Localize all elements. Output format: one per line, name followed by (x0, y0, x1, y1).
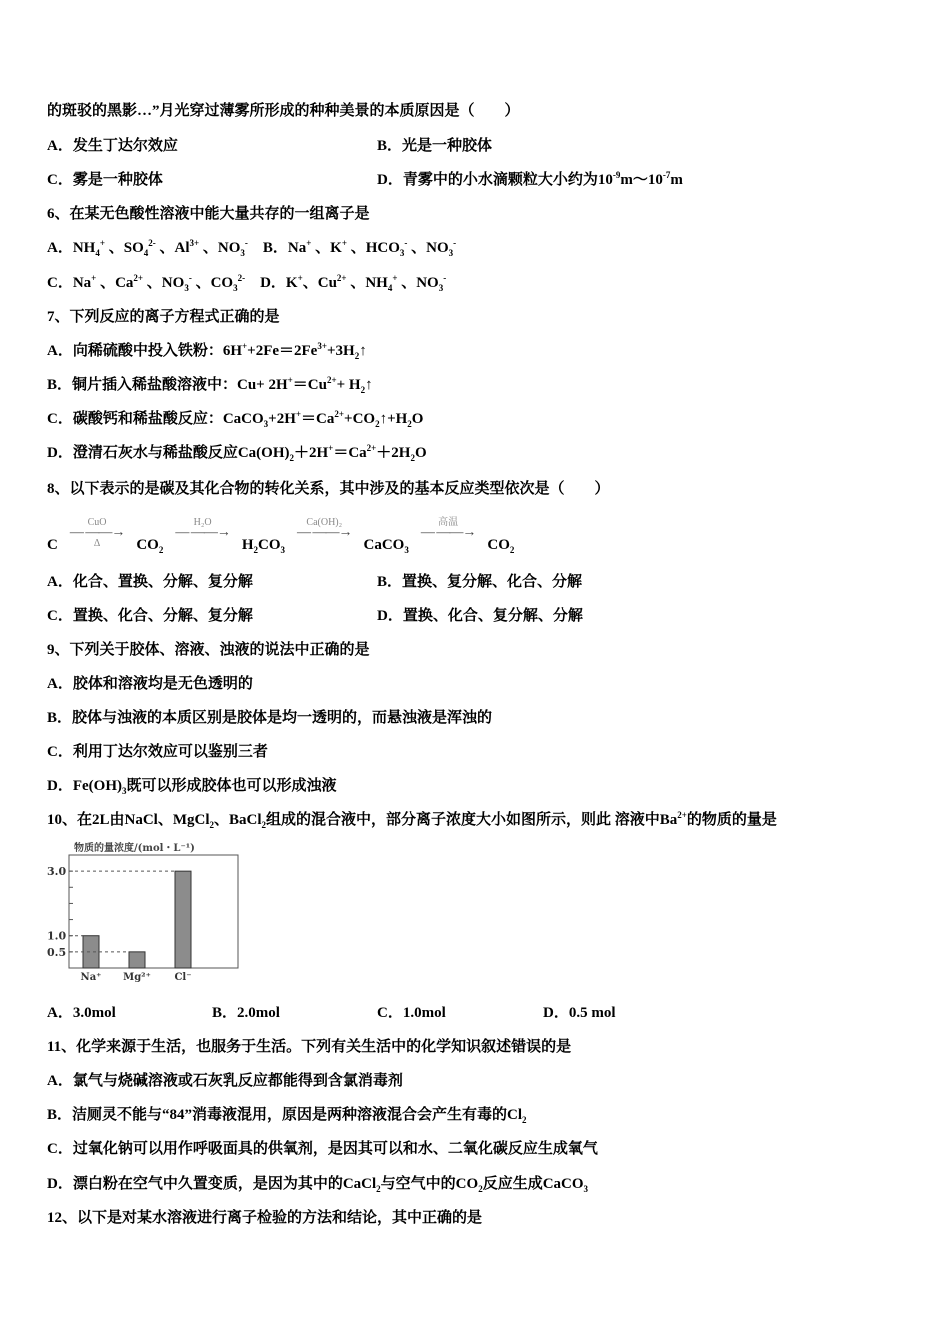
text-segment: 的斑驳的黑影…”月光穿过薄雾所形成的种种美景的本质原因是（ ） (47, 103, 520, 119)
text-segment: 2+ (326, 375, 337, 385)
text-column (47, 1071, 403, 1091)
text-segment: 组成的混合液中，部分离子浓度大小如图所示，则此 溶液中Ba (266, 812, 678, 828)
text-column (47, 810, 777, 830)
text-segment: +2H (268, 411, 296, 427)
text-segment: +3H (327, 343, 355, 359)
x-tick-label: Mg²⁺ (123, 972, 151, 983)
arrow-condition-top: Ca(OH)₂ (306, 517, 343, 528)
bar-0 (83, 936, 99, 968)
text-segment: 、NO (407, 240, 449, 256)
answer-option (377, 1003, 446, 1023)
text-segment: m～10 (620, 172, 663, 188)
text-segment: CO (258, 537, 281, 553)
text-segment: 4 (95, 248, 100, 258)
arrow-icon: — ——→ (420, 525, 476, 540)
text-segment: 、HCO (346, 240, 400, 256)
text-column (47, 640, 370, 660)
text-segment: A．发生丁达尔效应 (47, 138, 178, 154)
text-segment: + (341, 238, 347, 248)
text-segment: - (188, 273, 192, 283)
answer-option (47, 572, 253, 592)
answer-option (377, 606, 583, 626)
arrow-condition-bottom: Δ (93, 538, 101, 549)
text-segment: 2 (522, 1115, 527, 1125)
text-segment: 2 (289, 453, 294, 463)
text-segment: ＝Ca (333, 445, 367, 461)
text-column (47, 1139, 598, 1159)
arrow-icon: — ——→ (297, 525, 352, 540)
text-segment: 的物质的量是 (686, 812, 777, 828)
text-column (47, 341, 367, 361)
arrow-condition-top: 高温 (438, 517, 459, 528)
text-segment: 、NO (199, 240, 241, 256)
text-segment: ↑ (359, 343, 367, 359)
answer-option (47, 170, 163, 190)
text-segment: C．过氧化钠可以用作呼吸面具的供氧剂，是因其可以和水、二氧化碳反应生成氧气 (47, 1141, 598, 1157)
text-column (47, 238, 456, 258)
x-tick-label: Cl⁻ (174, 972, 192, 983)
arrow-icon: — ——→ (175, 525, 230, 540)
text-segment: 3 (404, 545, 409, 555)
text-segment: D．Fe(OH) (47, 778, 122, 794)
text-segment: CaCO (363, 537, 405, 553)
text-segment: D．漂白粉在空气中久置变质，是因为其中的CaCl (47, 1176, 377, 1192)
text-segment: 、SO (104, 240, 144, 256)
bar-2 (175, 871, 191, 968)
text-segment: - (443, 273, 447, 283)
text-segment: 2 (376, 1184, 381, 1194)
carbon-conversion-equation (47, 514, 514, 554)
text-segment: ＝Ca (301, 411, 335, 427)
text-segment: 2 (261, 820, 267, 830)
text-segment: m (670, 172, 683, 188)
text-segment: 3 (121, 786, 127, 796)
chemical-species (136, 537, 163, 554)
text-segment: B．胶体与浊液的本质区别是胶体是均一透明的，而悬浊液是浑浊的 (47, 710, 493, 726)
text-column (47, 776, 337, 796)
bar-1 (129, 952, 145, 968)
text-segment: A．化合、置换、分解、复分解 (47, 574, 253, 590)
text-segment: B．铜片插入稀盐酸溶液中：Cu+ 2H (47, 377, 288, 393)
text-segment: 、NH (346, 275, 388, 291)
answer-option (377, 136, 492, 156)
text-segment: 2+ (334, 409, 345, 419)
text-segment: 2 (360, 385, 366, 395)
text-segment: 3 (263, 419, 269, 429)
text-segment: - (453, 238, 457, 248)
text-segment: + (99, 238, 105, 248)
text-segment: + (91, 273, 97, 283)
answer-option (543, 1003, 616, 1023)
text-segment: 9、下列关于胶体、溶液、浊液的说法中正确的是 (47, 642, 370, 658)
text-segment: ＋2H (376, 445, 411, 461)
text-segment: 8、以下表示的是碳及其化合物的转化关系，其中涉及的基本反应类型依次是（ ） (47, 481, 610, 497)
text-segment: ↑ (365, 377, 373, 393)
text-segment: C．碳酸钙和稀盐酸反应：CaCO (47, 411, 264, 427)
text-segment: 2 (209, 820, 214, 830)
text-segment: B．置换、复分解、化合、分解 (377, 574, 583, 590)
text-segment: D．澄清石灰水与稀盐酸反应Ca(OH) (47, 445, 290, 461)
text-segment: B．Na (247, 240, 307, 256)
text-segment: 7、下列反应的离子方程式正确的是 (47, 309, 280, 325)
text-segment: CO (136, 537, 159, 553)
text-segment: + H (336, 377, 361, 393)
text-segment: 3 (399, 248, 405, 258)
text-segment: + (287, 375, 293, 385)
text-segment: 2 (158, 545, 164, 555)
answer-option (212, 1003, 280, 1023)
text-segment: 2 (478, 1184, 483, 1194)
reaction-arrow (421, 513, 476, 548)
text-segment: 10、在2L由NaCl、MgCl (47, 812, 210, 828)
text-segment: 2- (148, 238, 156, 248)
answer-option (377, 572, 582, 592)
text-segment: C．雾是一种胶体 (47, 172, 163, 188)
text-segment: 2 (354, 351, 360, 361)
text-column (47, 708, 492, 728)
text-segment: + (242, 341, 248, 351)
text-segment: 3 (438, 283, 444, 293)
chart-title: 物质的量浓度/(mol・L⁻¹) (74, 843, 195, 854)
text-segment: D．0.5 mol (543, 1005, 616, 1021)
text-segment: C．置换、化合、分解、复分解 (47, 608, 253, 624)
text-segment: D．K (245, 275, 298, 291)
y-tick-label: 1.0 (47, 929, 67, 943)
y-tick-label: 0.5 (47, 945, 67, 959)
text-segment: A．3.0mol (47, 1005, 116, 1021)
text-segment: 、CO (191, 275, 234, 291)
text-column (47, 375, 373, 395)
text-segment: 3 (280, 545, 286, 555)
text-segment: 3 (583, 1184, 589, 1194)
text-segment: 4 (143, 248, 149, 258)
text-segment: B．2.0mol (212, 1005, 280, 1021)
chemical-species: C (47, 537, 58, 553)
text-segment: D．青雾中的小水滴颗粒大小约为10 (377, 172, 613, 188)
text-column (47, 101, 520, 121)
text-segment: 、NO (143, 275, 185, 291)
text-column (47, 674, 253, 694)
text-column (47, 1208, 482, 1228)
text-segment: 2 (253, 545, 259, 555)
reaction-arrow (70, 517, 125, 548)
text-segment: 、Ca (96, 275, 134, 291)
answer-option (47, 136, 178, 156)
ion-concentration-bar-chart (44, 838, 244, 983)
text-segment: 3 (240, 248, 245, 258)
reaction-arrow (175, 517, 230, 548)
text-column (47, 204, 370, 224)
text-segment: +CO (344, 411, 376, 427)
text-segment: + (297, 273, 303, 283)
text-segment: 2+ (133, 273, 144, 283)
reaction-arrow (297, 517, 352, 548)
text-segment: 、Al (155, 240, 190, 256)
text-segment: -7 (662, 170, 671, 180)
text-segment: + (306, 238, 312, 248)
text-segment: 3 (448, 248, 454, 258)
text-segment: 3 (184, 283, 189, 293)
text-segment: 2 (410, 453, 415, 463)
text-segment: ＋2H (294, 445, 329, 461)
text-column (47, 1105, 527, 1125)
text-column (47, 1037, 571, 1057)
answer-option (377, 170, 683, 190)
text-segment: + (295, 409, 302, 419)
chemical-species (364, 537, 409, 554)
text-segment: 3 (233, 283, 238, 293)
text-segment: ＝Cu (292, 377, 327, 393)
text-column (47, 307, 280, 327)
text-segment: A．向稀硫酸中投入铁粉：6H (47, 343, 243, 359)
text-segment: - (404, 238, 408, 248)
text-segment: 2 (407, 419, 412, 429)
text-segment: A．胶体和溶液均是无色透明的 (47, 676, 253, 692)
text-segment: 、NO (397, 275, 439, 291)
chemical-species (487, 537, 514, 554)
text-segment: H (241, 537, 254, 553)
text-segment: B．光是一种胶体 (377, 138, 493, 154)
text-column (47, 1174, 588, 1194)
text-segment: + (328, 443, 334, 453)
arrow-condition-top: H₂O (193, 517, 212, 528)
text-segment: O (414, 445, 427, 461)
text-segment: 3+ (189, 238, 200, 248)
text-column (47, 742, 268, 762)
arrow-icon: — ——→ (69, 525, 125, 540)
text-segment: ↑+H (379, 411, 408, 427)
text-segment: B．洁厕灵不能与“84”消毒液混用，原因是两种溶液混合会产生有毒的Cl (47, 1107, 523, 1123)
arrow-condition-top: CuO (87, 517, 107, 528)
text-segment: C．1.0mol (377, 1005, 446, 1021)
text-segment: -9 (612, 170, 621, 180)
text-segment: 2 (375, 419, 380, 429)
text-segment: C．Na (47, 275, 92, 291)
text-segment: A．NH (47, 240, 96, 256)
text-segment: 反应生成CaCO (482, 1176, 584, 1192)
text-segment: CO (487, 537, 510, 553)
answer-option (47, 1003, 116, 1023)
y-tick-label: 3.0 (47, 865, 67, 879)
text-segment: 6、在某无色酸性溶液中能大量共存的一组离子是 (47, 206, 370, 222)
text-segment: 既可以形成胶体也可以形成浊液 (126, 778, 337, 794)
text-column (47, 273, 446, 293)
answer-option (47, 606, 253, 626)
text-segment: 、BaCl (214, 812, 262, 828)
text-segment: 2 (509, 545, 515, 555)
text-segment: 3+ (317, 341, 327, 351)
text-segment: +2Fe＝2Fe (247, 343, 318, 359)
chemical-species (242, 537, 285, 554)
text-column (47, 443, 427, 463)
text-segment: A．氯气与烧碱溶液或石灰乳反应都能得到含氯消毒剂 (47, 1073, 403, 1089)
text-segment: 2+ (366, 443, 377, 453)
text-segment: 、K (311, 240, 342, 256)
text-segment: - (244, 238, 248, 248)
text-segment: 2- (237, 273, 246, 283)
text-segment: 4 (387, 283, 393, 293)
text-segment: 2+ (677, 810, 687, 820)
text-segment: 12、以下是对某水溶液进行离子检验的方法和结论，其中正确的是 (47, 1210, 483, 1226)
text-segment: 、Cu (302, 275, 337, 291)
text-segment: O (411, 411, 424, 427)
text-segment: C．利用丁达尔效应可以鉴别三者 (47, 744, 268, 760)
x-tick-label: Na⁺ (80, 972, 102, 983)
text-segment: 11、化学来源于生活，也服务于生活。下列有关生活中的化学知识叙述错误的是 (47, 1039, 572, 1055)
text-column (47, 479, 610, 499)
text-segment: 2+ (336, 273, 347, 283)
text-segment: D．置换、化合、复分解、分解 (377, 608, 583, 624)
text-column (47, 409, 423, 429)
text-segment: 与空气中的CO (380, 1176, 479, 1192)
text-segment: + (392, 273, 398, 283)
